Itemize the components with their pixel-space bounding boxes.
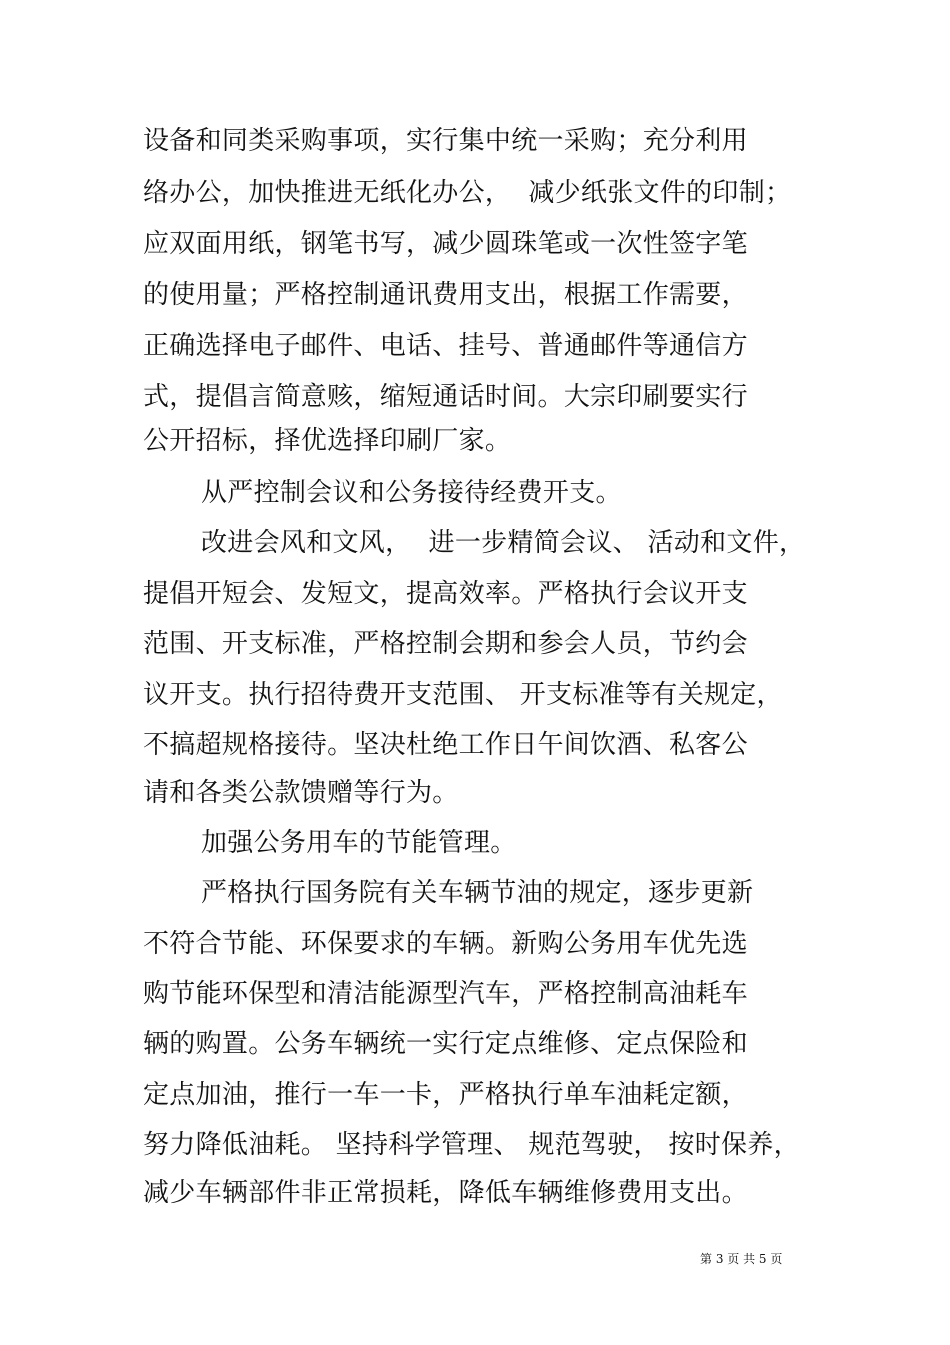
section-heading: 加强公务用车的节能管理。 [201, 828, 517, 858]
body-text-line: 提倡开短会、发短文，提高效率。严格执行会议开支 [143, 579, 748, 609]
body-text-line: 的使用量；严格控制通讯费用支出，根据工作需要， [143, 280, 748, 310]
body-text-line: 公开招标，择优选择印刷厂家。 [143, 426, 512, 456]
body-text-line: 议开支。执行招待费开支范围、 开支标准等有关规定， [143, 680, 783, 710]
body-text-line: 减少车辆部件非正常损耗，降低车辆维修费用支出。 [143, 1178, 748, 1208]
body-text-line: 购节能环保型和清洁能源型汽车，严格控制高油耗车 [143, 979, 748, 1009]
paragraph-first-line: 改进会风和文风， 进一步精简会议、 活动和文件， [201, 528, 806, 558]
page-number: 第 3 页 共 5 页 [700, 1252, 783, 1266]
paragraph-first-line: 严格执行国务院有关车辆节油的规定，逐步更新 [201, 878, 754, 908]
body-text-line: 不符合节能、环保要求的车辆。新购公务用车优先选 [143, 929, 748, 959]
body-text-line: 设备和同类采购事项，实行集中统一采购；充分利用 [143, 126, 748, 156]
body-text-line: 络办公，加快推进无纸化办公， 减少纸张文件的印制； [143, 178, 792, 208]
body-text-line: 努力降低油耗。 坚持科学管理、 规范驾驶， 按时保养， [143, 1130, 800, 1160]
section-heading: 从严控制会议和公务接待经费开支。 [201, 478, 622, 508]
body-text-line: 正确选择电子邮件、电话、挂号、普通邮件等通信方 [143, 331, 748, 361]
body-text-line: 应双面用纸，钢笔书写，减少圆珠笔或一次性签字笔 [143, 229, 748, 259]
body-text-line: 不搞超规格接待。坚决杜绝工作日午间饮酒、私客公 [143, 730, 748, 760]
body-text-line: 定点加油，推行一车一卡，严格执行单车油耗定额， [143, 1080, 748, 1110]
body-text-line: 请和各类公款馈赠等行为。 [143, 778, 459, 808]
body-text-line: 式，提倡言简意赅，缩短通话时间。大宗印刷要实行 [143, 382, 748, 412]
body-text-line: 辆的购置。公务车辆统一实行定点维修、定点保险和 [143, 1029, 748, 1059]
body-text-line: 范围、开支标准，严格控制会期和参会人员，节约会 [143, 629, 748, 659]
